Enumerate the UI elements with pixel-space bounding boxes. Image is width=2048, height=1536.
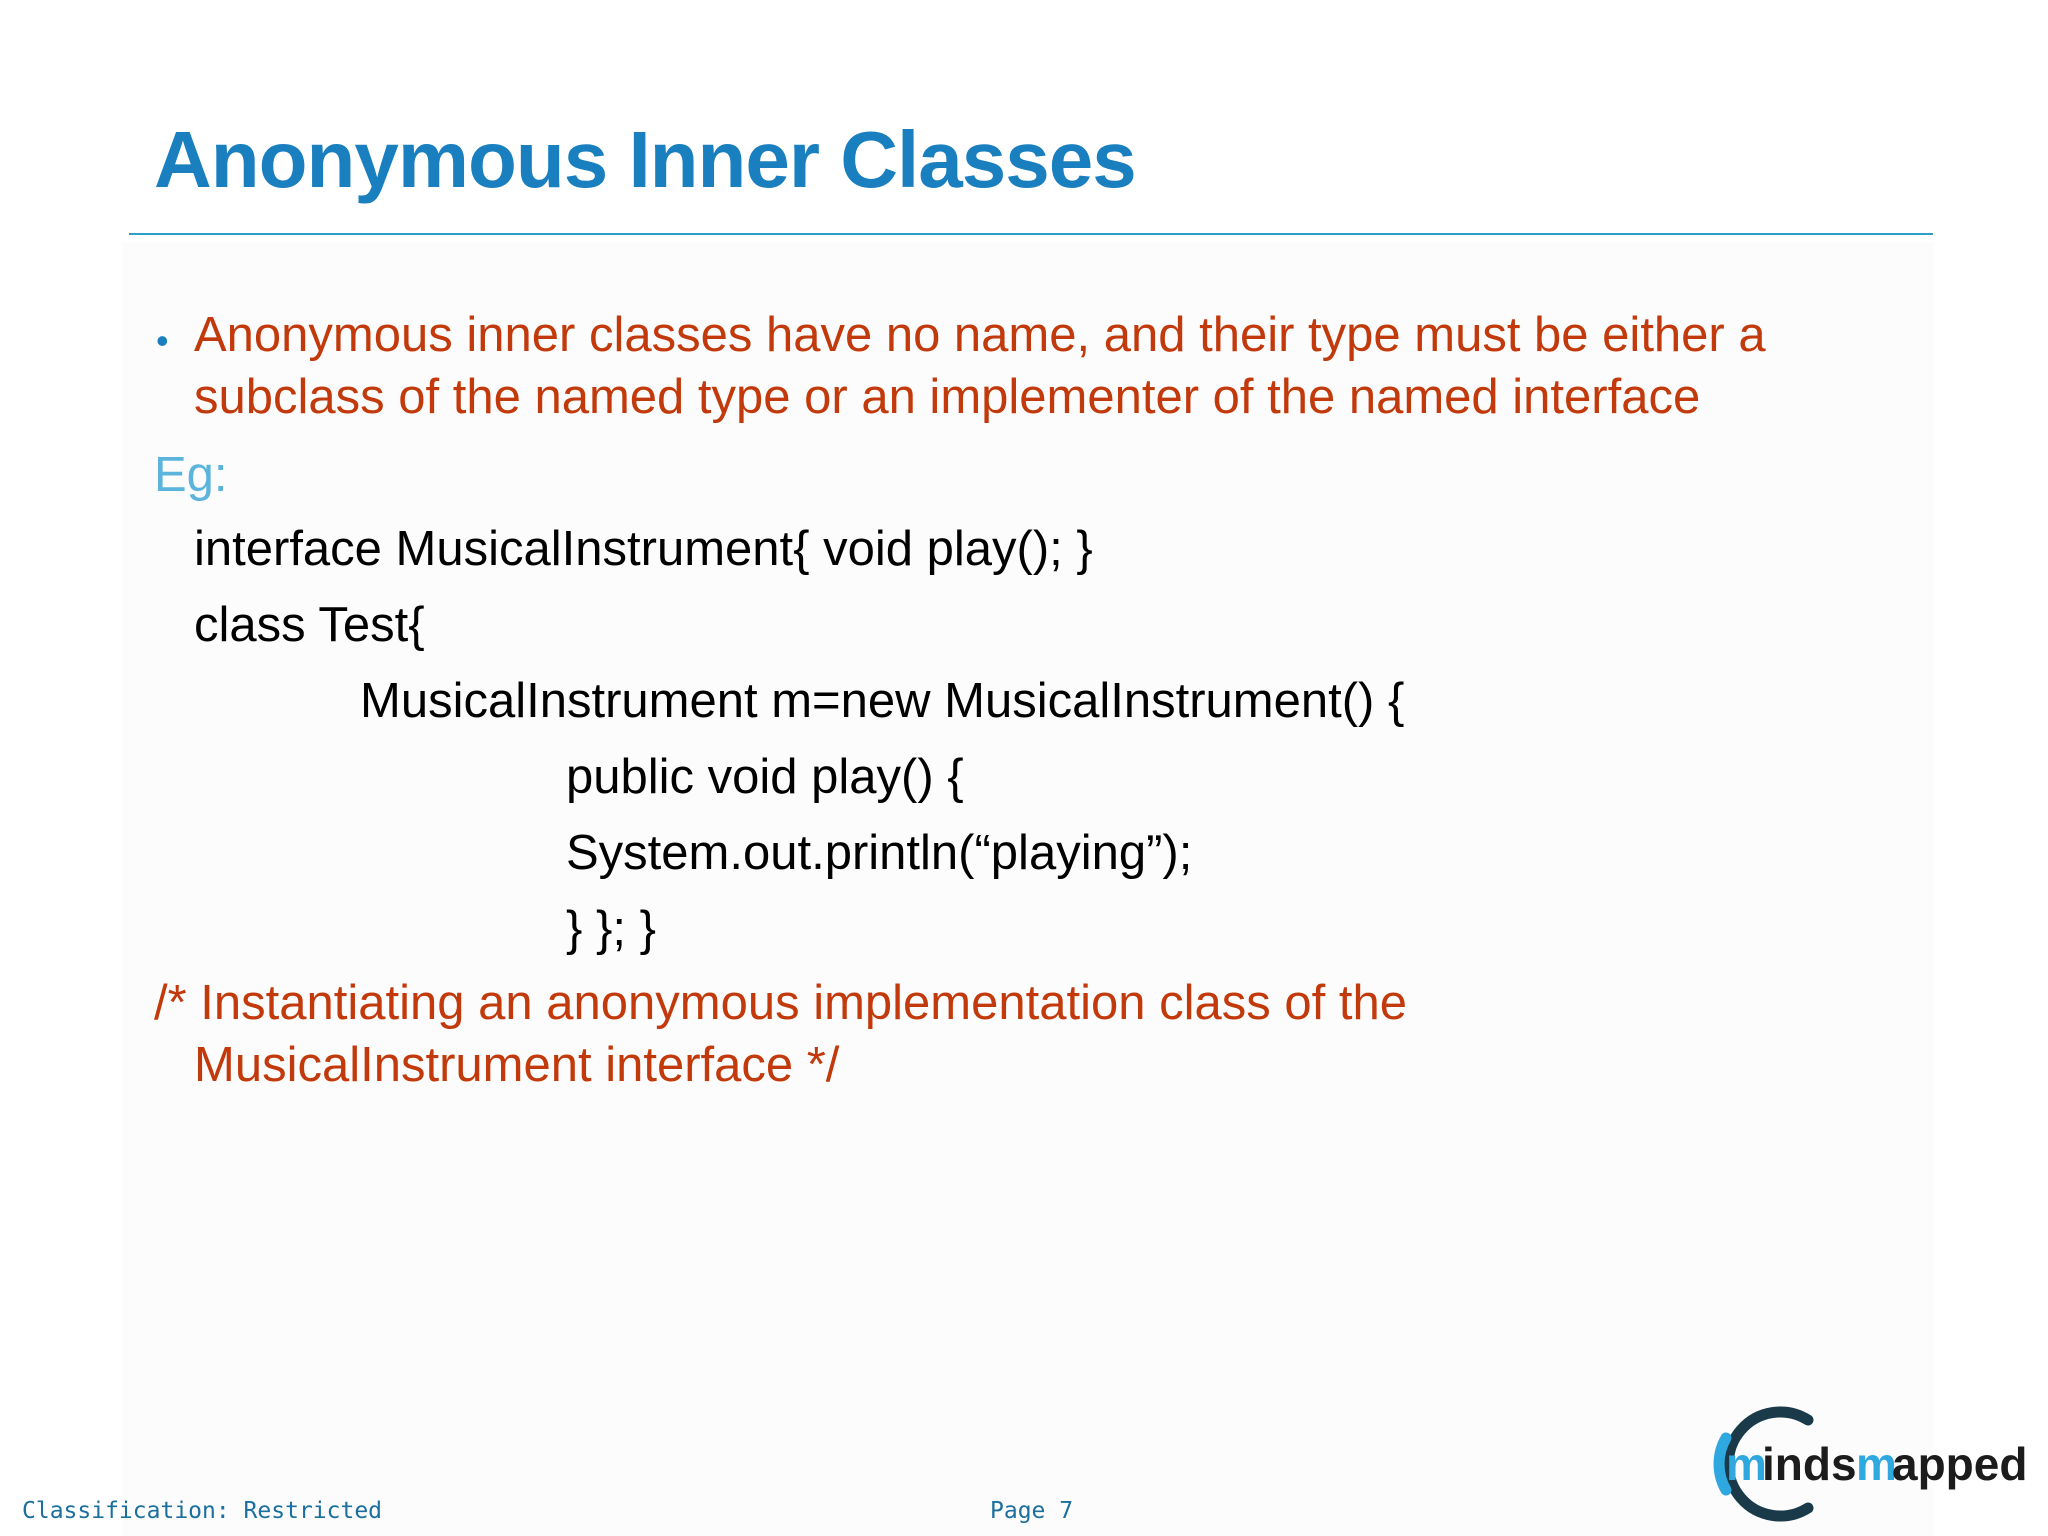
mindsmapped-logo — [1690, 1404, 2035, 1524]
title-divider — [129, 233, 1933, 235]
classification-label: Classification: Restricted — [22, 1498, 383, 1524]
example-label: Eg: — [154, 448, 228, 502]
comment-line-2: MusicalInstrument interface */ — [194, 1038, 840, 1092]
comment-line-1: /* Instantiating an anonymous implementation class of the — [154, 976, 1407, 1030]
svg-text:m: m — [1726, 1438, 1767, 1490]
code-line: public void play() { — [566, 750, 964, 804]
content-area — [122, 242, 1934, 1536]
bullet-icon: • — [156, 320, 169, 361]
page-number: Page 7 — [990, 1498, 1074, 1524]
svg-text:m: m — [1856, 1438, 1897, 1490]
bullet-text-line-2: subclass of the named type or an implementer of the named interface — [194, 370, 1701, 424]
slide-title: Anonymous Inner Classes — [154, 115, 1136, 204]
code-line: interface MusicalInstrument{ void play(); } — [194, 522, 1093, 576]
code-line: } }; } — [566, 902, 656, 956]
code-line: MusicalInstrument m=new MusicalInstrument() { — [360, 674, 1405, 728]
svg-text:apped: apped — [1892, 1438, 2028, 1490]
code-line: class Test{ — [194, 598, 425, 652]
svg-text:inds: inds — [1762, 1438, 1857, 1490]
code-line: System.out.println(“playing”); — [566, 826, 1193, 880]
bullet-text-line-1: Anonymous inner classes have no name, and their type must be either a — [194, 308, 1766, 362]
